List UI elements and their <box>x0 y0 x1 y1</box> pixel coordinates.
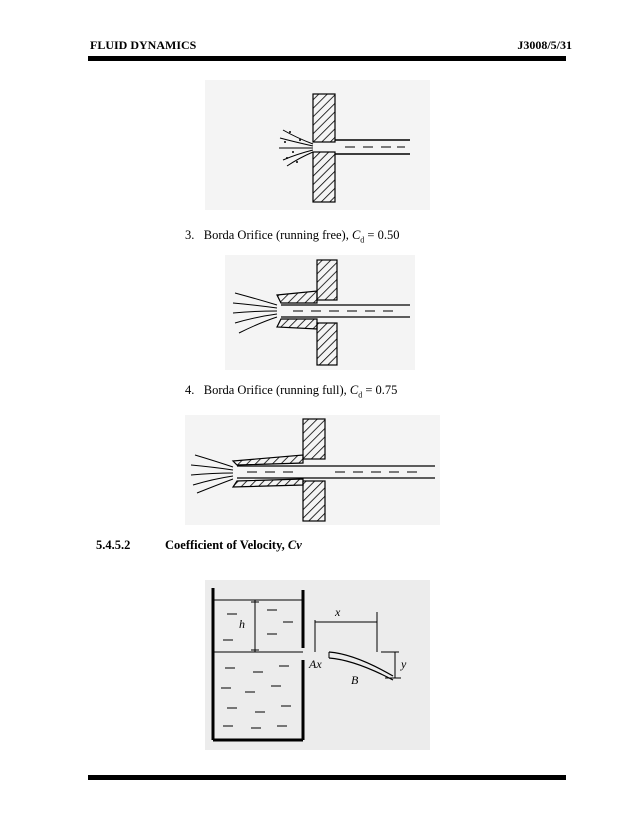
header-rule <box>88 56 566 61</box>
figure-borda-running-free <box>225 255 415 370</box>
figure-coefficient-velocity <box>205 580 430 750</box>
caption-borda-full: 4. Borda Orifice (running full), $C_d = 0.75$ <box>185 383 398 400</box>
figure-sharp-orifice <box>205 80 430 210</box>
label-x: x <box>335 605 341 619</box>
header-left: FLUID DYNAMICS <box>90 38 197 52</box>
footer-rule <box>88 775 566 780</box>
header-right: J3008/5/31 <box>517 38 572 52</box>
label-y: y <box>401 657 407 671</box>
section-title: Coefficient of Velocity, Cv <box>165 538 302 552</box>
label-h: h <box>239 617 245 631</box>
figure-borda-running-full <box>185 415 440 525</box>
section-number: 5.4.5.2 <box>96 538 131 552</box>
caption-borda-free: 3. Borda Orifice (running free), $C_d = 0.50$ <box>185 228 400 245</box>
label-b: B <box>351 673 359 687</box>
label-ax: Ax <box>309 657 322 671</box>
